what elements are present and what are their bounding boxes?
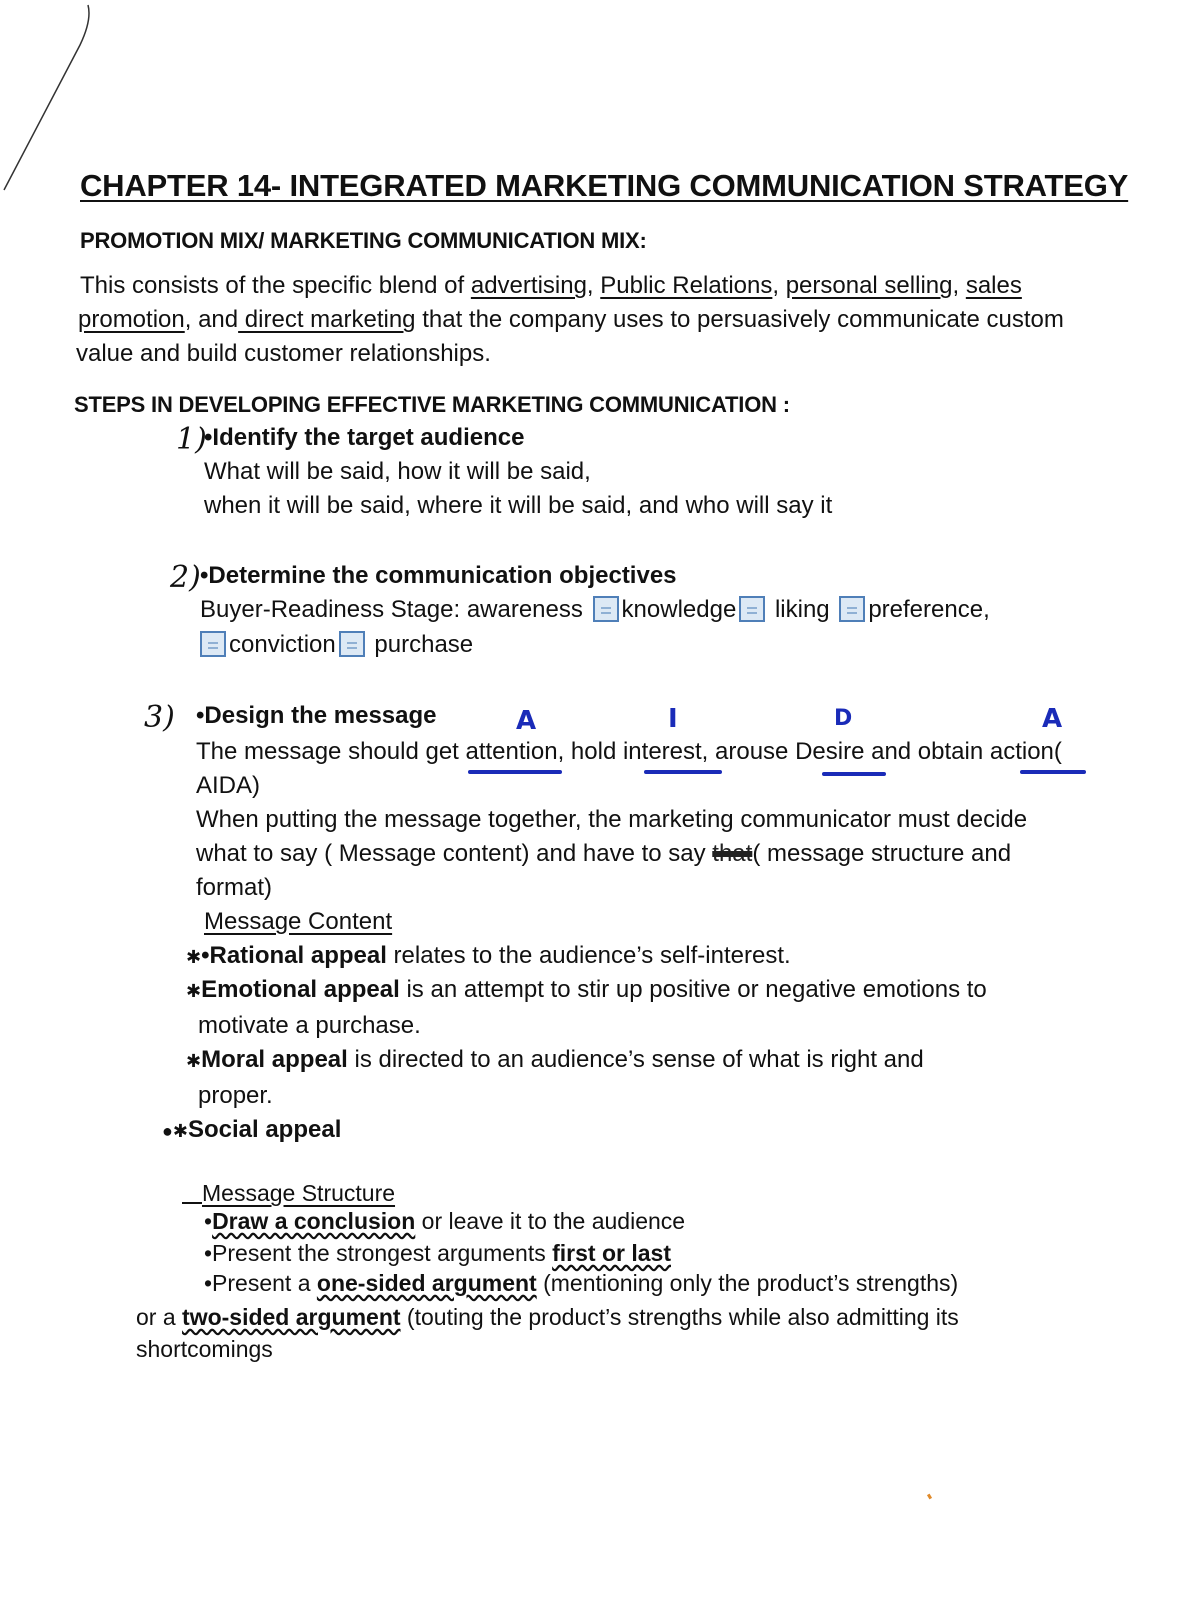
text: , — [952, 272, 966, 299]
steps-heading: STEPS IN DEVELOPING EFFECTIVE MARKETING COMMUNICATION : — [74, 392, 790, 417]
underline-desire — [822, 772, 886, 776]
text: , — [772, 272, 786, 299]
desire-term: Desire — [795, 738, 865, 765]
text: •Present a — [204, 1270, 317, 1296]
step1-line2: when it will be said, where it will be said, and who will say it — [204, 492, 833, 519]
structure-item-4-line2: shortcomings — [136, 1336, 273, 1362]
text: or leave it to the audience — [415, 1208, 686, 1234]
arrow-box-icon — [200, 631, 226, 657]
moral-appeal-line2: proper. — [198, 1082, 273, 1109]
promotion-paragraph-line1 — [80, 272, 1022, 300]
aida-letter-i: I — [668, 704, 678, 734]
promotion-paragraph-line2 — [78, 306, 1064, 334]
step2-stages-line2 — [200, 631, 473, 659]
arrow-box-icon — [339, 631, 365, 657]
social-appeal — [162, 1116, 341, 1144]
text: The message should get — [196, 738, 466, 765]
message-structure-heading: Message Structure — [202, 1180, 396, 1206]
moral-appeal — [186, 1046, 924, 1074]
stage-liking: liking — [768, 596, 837, 623]
attention-term: attention — [465, 738, 558, 765]
text: , hold — [557, 738, 623, 765]
text: , arouse — [701, 738, 796, 765]
text: (touting the product’s strengths while also admitting its — [400, 1304, 959, 1330]
text: that the company uses to persuasively communicate custom — [415, 306, 1064, 333]
step3-aida: AIDA) — [196, 772, 261, 799]
text: Buyer-Readiness Stage: awareness — [200, 596, 590, 623]
text: •Present the strongest arguments — [204, 1240, 553, 1266]
stage-purchase: purchase — [367, 631, 474, 658]
stage-conviction: conviction — [229, 631, 336, 658]
text: , and — [184, 306, 239, 333]
social-appeal-label: Social appeal — [187, 1116, 342, 1143]
step3-aida-line — [196, 738, 1062, 766]
message-structure-rule — [182, 1202, 202, 1204]
draw-conclusion-term: Draw a conclusion — [212, 1208, 416, 1234]
step2-stages-line1 — [200, 596, 990, 624]
step3-number: 3) — [144, 700, 175, 735]
aida-letter-d: D — [834, 706, 853, 731]
star-icon: ✱ — [186, 947, 202, 967]
message-content-heading: Message Content — [204, 908, 393, 935]
step2-number: 2) — [170, 560, 201, 595]
struck-word: that — [712, 840, 753, 867]
rational-appeal — [186, 942, 791, 970]
page-title: CHAPTER 14- INTEGRATED MARKETING COMMUNICATION STRATEGY — [80, 168, 1129, 203]
text: This consists of the specific blend of — [80, 272, 471, 299]
arrow-box-icon — [839, 596, 865, 622]
star-icon: ✱ — [186, 981, 202, 1001]
aida-letter-a2: A — [1042, 704, 1063, 734]
step3-para-line1: When putting the message together, the marketing communicator must decide — [196, 806, 1028, 833]
personal-selling-term: personal selling — [785, 272, 953, 299]
arrow-box-icon — [593, 596, 619, 622]
text: or a — [136, 1304, 183, 1330]
stage-knowledge: knowledge — [621, 596, 737, 623]
text: relates to the audience’s self-interest. — [386, 942, 791, 969]
text: ( message structure and — [752, 840, 1012, 867]
first-or-last-term: first or last — [552, 1240, 671, 1266]
star-icon: ✱ — [186, 1051, 202, 1071]
structure-item-1 — [204, 1208, 685, 1235]
text: (mentioning only the product’s strengths) — [536, 1270, 959, 1296]
text: what to say ( Message content) and have to say — [196, 840, 713, 867]
step1-line1: What will be said, how it will be said, — [204, 458, 591, 485]
underline-action — [1020, 770, 1086, 774]
step3-para-line3: format) — [196, 874, 273, 901]
step1-title: •Identify the target audience — [204, 424, 525, 451]
public-relations-term: Public Relations — [600, 272, 773, 299]
step2-title: •Determine the communication objectives — [200, 562, 677, 589]
underline-interest — [644, 770, 722, 774]
emotional-appeal-line2: motivate a purchase. — [198, 1012, 421, 1039]
step1-number: 1) — [176, 422, 207, 457]
arrow-box-icon — [739, 596, 765, 622]
rational-appeal-label: •Rational appeal — [201, 942, 387, 969]
text: , — [586, 272, 601, 299]
paper-speck — [927, 1494, 932, 1500]
interest-term: interest — [622, 738, 702, 765]
promotion-heading: PROMOTION MIX/ MARKETING COMMUNICATION MIX: — [80, 228, 647, 253]
stage-preference: preference, — [868, 596, 990, 623]
one-sided-argument-term: one-sided argument — [316, 1270, 537, 1296]
emotional-appeal-label: Emotional appeal — [201, 976, 400, 1003]
moral-appeal-label: Moral appeal — [201, 1046, 348, 1073]
promotion-term: promotion — [78, 306, 185, 333]
emotional-appeal — [186, 976, 987, 1004]
aida-letter-a1: A — [516, 706, 537, 736]
action-term: action( — [989, 738, 1062, 765]
two-sided-argument-term: two-sided argument — [182, 1304, 401, 1330]
direct-marketing-term: direct marketing — [238, 306, 416, 333]
structure-item-4 — [136, 1304, 959, 1331]
step3-para-line2 — [196, 840, 1011, 868]
promotion-paragraph-line3: value and build customer relationships. — [76, 340, 491, 367]
text: • — [204, 1208, 213, 1234]
sales-term: sales — [965, 272, 1022, 299]
text: and obtain — [864, 738, 990, 765]
step3-title: •Design the message — [196, 702, 437, 729]
text: is directed to an audience’s sense of what is right and — [347, 1046, 924, 1073]
bullet-star-icon: ●✱ — [162, 1121, 188, 1141]
advertising-term: advertising — [470, 272, 587, 299]
structure-item-3 — [204, 1270, 958, 1297]
underline-attention — [468, 770, 562, 774]
text: is an attempt to stir up positive or negative emotions to — [399, 976, 987, 1003]
structure-item-2 — [204, 1240, 671, 1267]
